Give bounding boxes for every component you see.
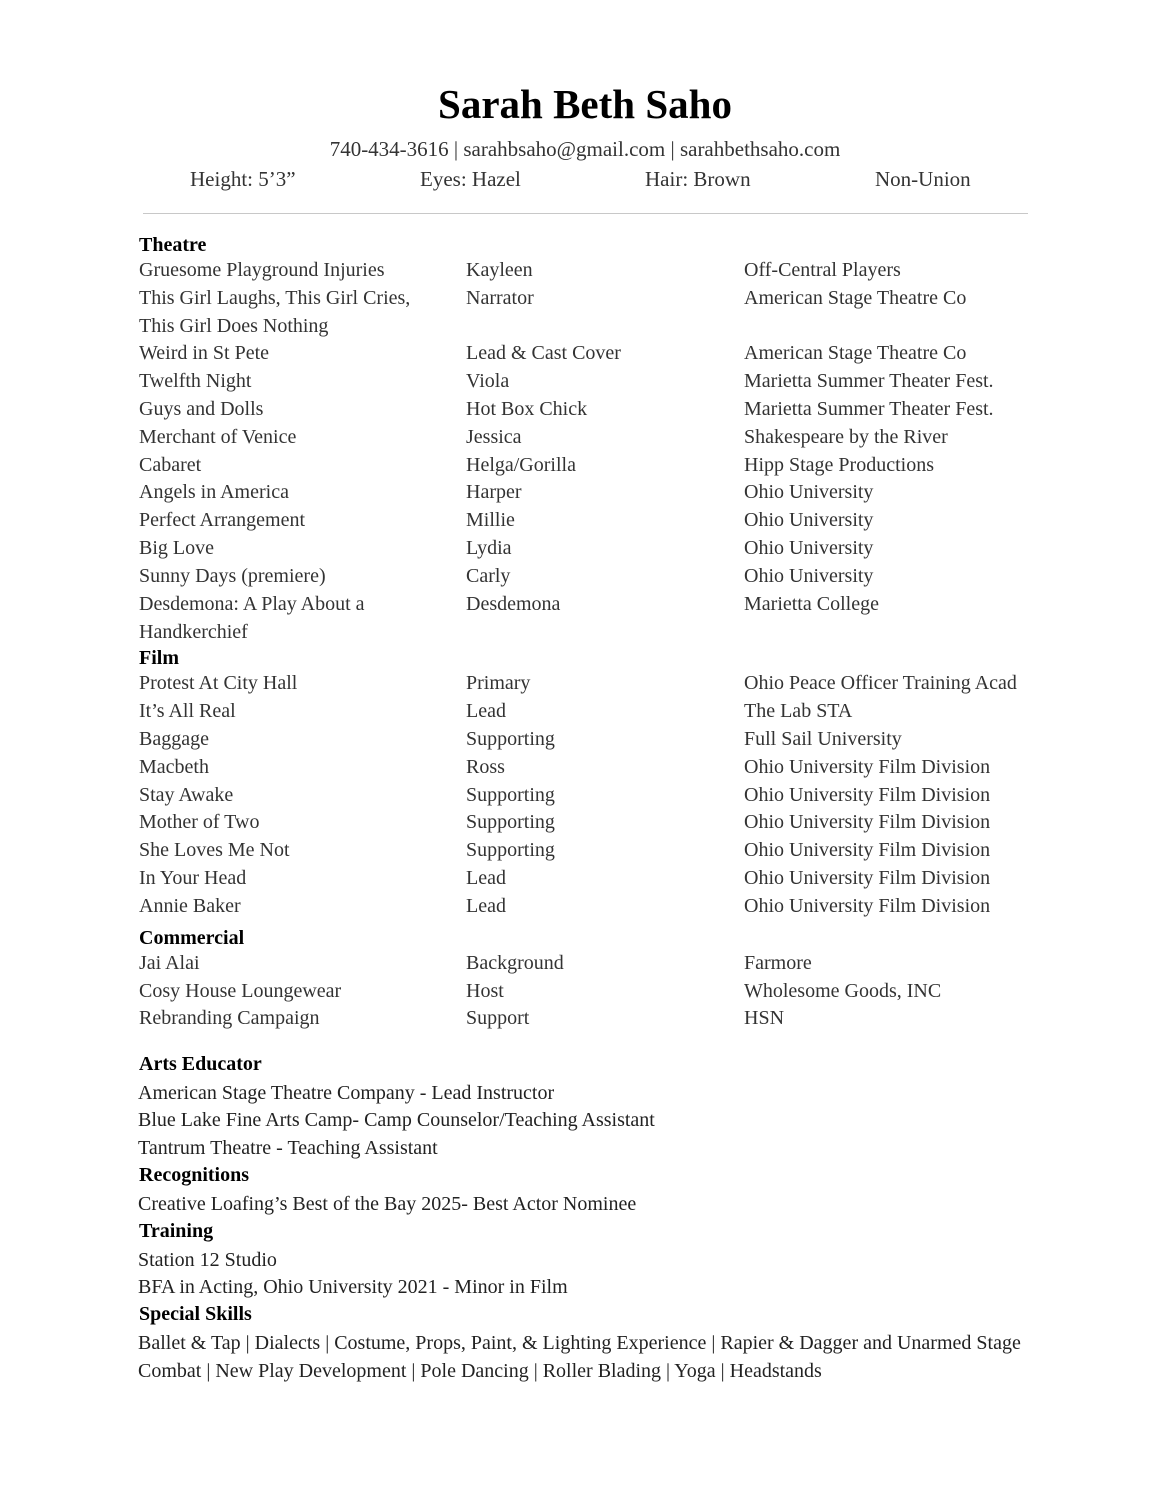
credit-title: This Girl Laughs, This Girl Cries, This Girl Does Nothing (139, 287, 411, 337)
credit-title: Weird in St Pete (139, 342, 270, 364)
credit-company: HSN (744, 1007, 785, 1029)
credit-role: Host (466, 980, 504, 1002)
credit-role: Lead & Cast Cover (466, 342, 621, 364)
credit-title: Gruesome Playground Injuries (139, 259, 385, 281)
credit-company: Ohio University (744, 565, 874, 587)
training-heading: Training (139, 1220, 214, 1242)
credit-title: Desdemona: A Play About a Handkerchief (139, 593, 365, 643)
credit-company: Farmore (744, 952, 812, 974)
credit-role: Helga/Gorilla (466, 454, 576, 476)
list-item: Creative Loafing’s Best of the Bay 2025- Best Actor Nominee (138, 1193, 637, 1215)
list-item: BFA in Acting, Ohio University 2021 - Minor in Film (138, 1276, 568, 1298)
physical-stats (0, 164, 1170, 194)
list-item: American Stage Theatre Company - Lead Instructor (138, 1082, 555, 1104)
credit-title: Stay Awake (139, 784, 234, 806)
credit-company: Marietta College (744, 593, 879, 615)
credit-role: Lead (466, 700, 506, 722)
credit-title: She Loves Me Not (139, 839, 290, 861)
credit-role: Supporting (466, 728, 555, 750)
credit-title: Sunny Days (premiere) (139, 565, 326, 587)
resume-name: Sarah Beth Saho (438, 81, 732, 127)
list-item: Station 12 Studio (138, 1249, 277, 1271)
list-item: Tantrum Theatre - Teaching Assistant (138, 1137, 438, 1159)
credit-role: Lead (466, 895, 506, 917)
credit-role: Supporting (466, 784, 555, 806)
theatre-heading: Theatre (139, 234, 207, 256)
credit-company: Shakespeare by the River (744, 426, 948, 448)
film-heading: Film (139, 647, 179, 669)
credit-title: It’s All Real (139, 700, 236, 722)
credit-role: Lead (466, 867, 506, 889)
credit-title: Baggage (139, 728, 209, 750)
credit-title: Jai Alai (139, 952, 200, 974)
list-item: Blue Lake Fine Arts Camp- Camp Counselor/Teaching Assistant (138, 1109, 655, 1131)
credit-title: Rebranding Campaign (139, 1007, 320, 1029)
credit-title: Cosy House Loungewear (139, 980, 342, 1002)
credit-company: American Stage Theatre Co (744, 342, 967, 364)
credit-role: Viola (466, 370, 510, 392)
credit-role: Supporting (466, 811, 555, 833)
credit-company: American Stage Theatre Co (744, 287, 967, 309)
credit-role: Millie (466, 509, 515, 531)
credit-role: Primary (466, 672, 531, 694)
credit-company: Ohio University Film Division (744, 811, 991, 833)
commercial-heading: Commercial (139, 927, 245, 949)
credit-role: Harper (466, 481, 522, 503)
credit-company: Ohio Peace Officer Training Acad (744, 672, 1017, 694)
hair-stat: Hair: Brown (645, 167, 751, 191)
credit-company: Ohio University Film Division (744, 784, 991, 806)
credit-title: Angels in America (139, 481, 289, 503)
credit-title: Perfect Arrangement (139, 509, 306, 531)
credit-company: Wholesome Goods, INC (744, 980, 942, 1002)
credit-title: Protest At City Hall (139, 672, 298, 694)
special-skills-text: Ballet & Tap | Dialects | Costume, Props, Paint, & Lighting Experience | Rapier & Dagger and Unarmed Stage Combat | New Play Development | Pole Dancing | Roller Blading | Yoga | Headstands (138, 1332, 1021, 1382)
credit-company: Ohio University Film Division (744, 895, 991, 917)
header-divider (143, 213, 1028, 214)
credit-title: Cabaret (139, 454, 202, 476)
union-stat: Non-Union (875, 167, 971, 191)
credit-role: Hot Box Chick (466, 398, 588, 420)
credit-role: Kayleen (466, 259, 533, 281)
credit-title: Merchant of Venice (139, 426, 297, 448)
arts-educator-heading: Arts Educator (139, 1053, 262, 1075)
credit-company: Ohio University (744, 509, 874, 531)
credit-company: Hipp Stage Productions (744, 454, 934, 476)
contact-line: 740-434-3616 | sarahbsaho@gmail.com | sarahbethsaho.com (329, 137, 841, 161)
credit-company: Full Sail University (744, 728, 902, 750)
credit-role: Carly (466, 565, 511, 587)
credit-role: Lydia (466, 537, 512, 559)
credit-role: Narrator (466, 287, 534, 309)
credit-company: Ohio University Film Division (744, 839, 991, 861)
credit-company: Off-Central Players (744, 259, 901, 281)
eyes-stat: Eyes: Hazel (420, 167, 521, 191)
credit-title: Twelfth Night (139, 370, 252, 392)
special-skills-heading: Special Skills (139, 1303, 252, 1325)
credit-role: Jessica (466, 426, 522, 448)
credit-role: Desdemona (466, 593, 561, 615)
credit-title: Annie Baker (139, 895, 241, 917)
credit-company: Ohio University Film Division (744, 756, 991, 778)
credit-company: Ohio University (744, 481, 874, 503)
recognitions-heading: Recognitions (139, 1164, 249, 1186)
height-stat: Height: 5’3” (190, 167, 296, 191)
credit-role: Ross (466, 756, 505, 778)
credit-title: Big Love (139, 537, 214, 559)
credit-role: Support (466, 1007, 530, 1029)
credit-company: Marietta Summer Theater Fest. (744, 398, 994, 420)
credit-company: The Lab STA (744, 700, 853, 722)
credit-role: Background (466, 952, 564, 974)
credit-title: Guys and Dolls (139, 398, 264, 420)
credit-title: Macbeth (139, 756, 209, 778)
credit-company: Marietta Summer Theater Fest. (744, 370, 994, 392)
credit-company: Ohio University (744, 537, 874, 559)
credit-role: Supporting (466, 839, 555, 861)
credit-title: Mother of Two (139, 811, 260, 833)
credit-title: In Your Head (139, 867, 247, 889)
credit-company: Ohio University Film Division (744, 867, 991, 889)
